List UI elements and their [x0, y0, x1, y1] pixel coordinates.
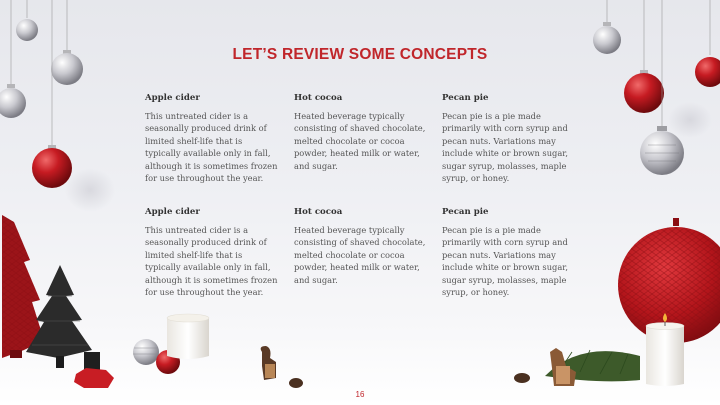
- concept-body: This untreated cider is a seasonally produced drink of limited shelf-life that is typically available only in fall, although it is sometimes frozen for use throughout the year.: [145, 225, 278, 298]
- decor-bottom-center: [261, 346, 530, 388]
- concept-hot-cocoa-2: [294, 207, 434, 286]
- concept-heading: Apple cider: [145, 93, 200, 103]
- concept-hot-cocoa-1: [294, 93, 434, 172]
- concept-body: This untreated cider is a seasonally produced drink of limited shelf-life that is typically available only in fall, although it is sometimes frozen for use throughout the year.: [145, 111, 278, 184]
- concept-body: Heated beverage typically consisting of shaved chocolate, melted chocolate or cocoa powder, heated milk or water, and sugar.: [294, 225, 426, 285]
- ornament-group-right: [593, 0, 720, 175]
- concept-body: Heated beverage typically consisting of shaved chocolate, melted chocolate or cocoa powder, heated milk or water, and sugar.: [294, 111, 426, 171]
- ornament-group-left: [0, 0, 115, 212]
- page-number: 16: [355, 390, 365, 399]
- slide-title: LET’S REVIEW SOME CONCEPTS: [232, 46, 488, 63]
- concept-heading: Pecan pie: [442, 93, 489, 103]
- concept-body: Pecan pie is a pie made primarily with corn syrup and pecan nuts. Variations may include white or brown sugar, sugar syrup, molasses, maple syrup, or honey.: [442, 111, 568, 184]
- concept-heading: Hot cocoa: [294, 207, 343, 217]
- concept-heading: Pecan pie: [442, 207, 489, 217]
- concept-heading: Apple cider: [145, 207, 200, 217]
- concept-pecan-pie-2: [442, 207, 577, 298]
- concept-heading: Hot cocoa: [294, 93, 343, 103]
- concept-apple-cider-2: [145, 207, 280, 298]
- concept-body: Pecan pie is a pie made primarily with corn syrup and pecan nuts. Variations may include white or brown sugar, sugar syrup, molasses, maple syrup, or honey.: [442, 225, 568, 298]
- concept-apple-cider-1: [145, 93, 280, 184]
- concept-pecan-pie-1: [442, 93, 577, 184]
